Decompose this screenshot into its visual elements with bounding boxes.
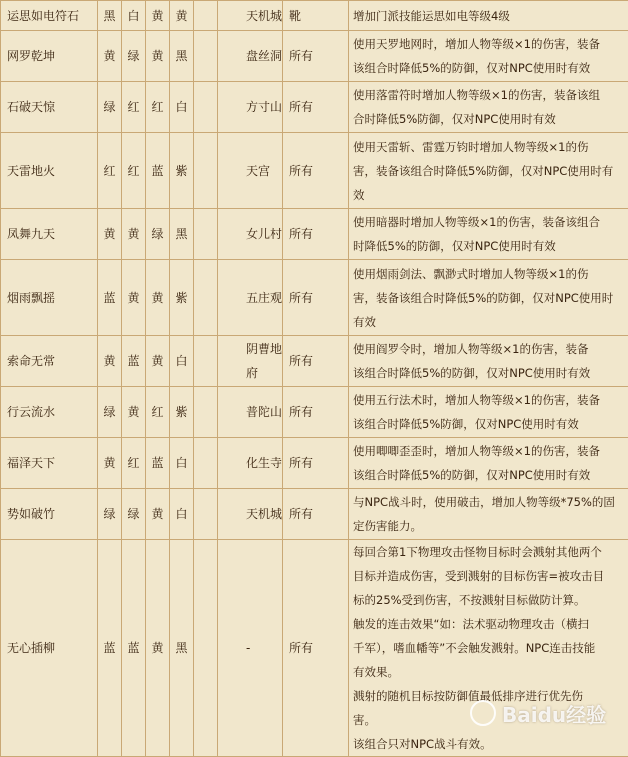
description-line: 有效	[353, 310, 624, 334]
stone-name: 凤舞九天	[1, 209, 98, 260]
description-line: 触发的连击效果“如：法术驱动物理攻击（横扫	[353, 612, 624, 636]
description	[349, 31, 628, 82]
description	[349, 133, 628, 209]
color-2: 红	[122, 82, 146, 133]
color-1: 绿	[98, 489, 122, 540]
stone-name: 网罗乾坤	[1, 31, 98, 82]
description-line: 合时降低5%防御，仅对NPC使用时有效	[353, 107, 624, 131]
color-4: 紫	[170, 260, 194, 336]
description-line: 使用天罗地网时，增加人物等级×1的伤害，装备	[353, 32, 624, 56]
empty-cell	[194, 260, 218, 336]
equip-slot: 所有	[283, 387, 349, 438]
stone-name: 烟雨飘摇	[1, 260, 98, 336]
color-2: 蓝	[122, 540, 146, 757]
color-3: 黄	[146, 31, 170, 82]
description-line: 增加门派技能运思如电等级4级	[353, 4, 624, 28]
color-3: 蓝	[146, 438, 170, 489]
equip-slot: 所有	[283, 260, 349, 336]
color-3: 黄	[146, 260, 170, 336]
description	[349, 336, 628, 387]
description-line: 使用落雷符时增加人物等级×1的伤害，装备该组	[353, 83, 624, 107]
color-4: 黑	[170, 31, 194, 82]
table-row	[1, 260, 628, 336]
equip-slot: 所有	[283, 82, 349, 133]
description	[349, 489, 628, 540]
color-3: 黄	[146, 540, 170, 757]
color-4: 紫	[170, 387, 194, 438]
location: 天宫	[218, 133, 283, 209]
description	[349, 438, 628, 489]
stone-name: 行云流水	[1, 387, 98, 438]
empty-cell	[194, 82, 218, 133]
color-1: 黑	[98, 1, 122, 31]
color-3: 红	[146, 82, 170, 133]
empty-cell	[194, 209, 218, 260]
stone-name: 势如破竹	[1, 489, 98, 540]
color-4: 黑	[170, 209, 194, 260]
color-3: 蓝	[146, 133, 170, 209]
description-line: 使用五行法术时，增加人物等级×1的伤害，装备	[353, 388, 624, 412]
color-1: 蓝	[98, 260, 122, 336]
description-line: 千军），嗜血幡等”不会触发溅射。NPC连击技能	[353, 636, 624, 660]
equip-slot: 所有	[283, 489, 349, 540]
color-1: 黄	[98, 336, 122, 387]
description-line: 时降低5%的防御，仅对NPC使用时有效	[353, 234, 624, 258]
color-4: 白	[170, 336, 194, 387]
empty-cell	[194, 31, 218, 82]
color-4: 白	[170, 82, 194, 133]
description-line: 使用唧唧歪歪时，增加人物等级×1的伤害，装备	[353, 439, 624, 463]
description-line: 标的25%受到伤害，不按溅射目标做防计算。	[353, 588, 624, 612]
table-row	[1, 387, 628, 438]
location: 盘丝洞	[218, 31, 283, 82]
color-2: 黄	[122, 260, 146, 336]
table-row	[1, 82, 628, 133]
location: 天机城	[218, 489, 283, 540]
location: 天机城	[218, 1, 283, 31]
description	[349, 260, 628, 336]
empty-cell	[194, 438, 218, 489]
description	[349, 209, 628, 260]
color-3: 黄	[146, 489, 170, 540]
equip-slot: 所有	[283, 133, 349, 209]
location: 女儿村	[218, 209, 283, 260]
table-row	[1, 1, 628, 31]
color-1: 绿	[98, 82, 122, 133]
color-2: 绿	[122, 489, 146, 540]
color-1: 蓝	[98, 540, 122, 757]
empty-cell	[194, 336, 218, 387]
description-line: 害，装备该组合时降低5%的防御，仅对NPC使用时	[353, 286, 624, 310]
equip-slot: 靴	[283, 1, 349, 31]
stone-name: 索命无常	[1, 336, 98, 387]
stone-name: 运思如电符石	[1, 1, 98, 31]
table-row	[1, 336, 628, 387]
table-row	[1, 133, 628, 209]
stone-name: 天雷地火	[1, 133, 98, 209]
color-1: 绿	[98, 387, 122, 438]
color-2: 白	[122, 1, 146, 31]
color-1: 黄	[98, 31, 122, 82]
table-row	[1, 438, 628, 489]
baidu-watermark	[470, 693, 620, 733]
location: 阴曹地府	[218, 336, 283, 387]
color-4: 黄	[170, 1, 194, 31]
empty-cell	[194, 1, 218, 31]
stone-name: 无心插柳	[1, 540, 98, 757]
empty-cell	[194, 387, 218, 438]
table-row	[1, 489, 628, 540]
description-line: 效	[353, 183, 624, 207]
description-line: 溅射的随机目标按防御值最低排序进行优先伤	[353, 684, 624, 708]
color-1: 黄	[98, 438, 122, 489]
description-line: 使用天雷斩、雷霆万钧时增加人物等级×1的伤	[353, 135, 624, 159]
location: 五庄观	[218, 260, 283, 336]
color-4: 黑	[170, 540, 194, 757]
table-row	[1, 31, 628, 82]
equip-slot: 所有	[283, 336, 349, 387]
color-1: 黄	[98, 209, 122, 260]
description-line: 目标并造成伤害，受到溅射的目标伤害=被攻击目	[353, 564, 624, 588]
description-line: 每回合第1下物理攻击怪物目标时会溅射其他两个	[353, 540, 624, 564]
empty-cell	[194, 133, 218, 209]
empty-cell	[194, 489, 218, 540]
watermark-text: Baidu经验	[502, 699, 606, 728]
color-2: 黄	[122, 387, 146, 438]
empty-cell	[194, 540, 218, 757]
equip-slot: 所有	[283, 209, 349, 260]
description	[349, 82, 628, 133]
color-2: 红	[122, 438, 146, 489]
color-4: 紫	[170, 133, 194, 209]
stone-name: 福泽天下	[1, 438, 98, 489]
location: 方寸山	[218, 82, 283, 133]
color-2: 黄	[122, 209, 146, 260]
color-4: 白	[170, 489, 194, 540]
color-4: 白	[170, 438, 194, 489]
description-line: 该组合只对NPC战斗有效。	[353, 732, 624, 756]
description-line: 使用暗器时增加人物等级×1的伤害，装备该组合	[353, 210, 624, 234]
color-2: 红	[122, 133, 146, 209]
description-line: 使用烟雨剑法、飘渺式时增加人物等级×1的伤	[353, 262, 624, 286]
location: -	[218, 540, 283, 757]
color-1: 红	[98, 133, 122, 209]
equip-slot: 所有	[283, 540, 349, 757]
baidu-paw-icon	[470, 700, 496, 726]
color-3: 绿	[146, 209, 170, 260]
description-line: 害。	[353, 708, 624, 732]
description-line: 该组合时降低5%防御，仅对NPC使用时有效	[353, 412, 624, 436]
description-line: 使用阎罗令时，增加人物等级×1的伤害，装备	[353, 337, 624, 361]
description-line: 定伤害能力。	[353, 514, 624, 538]
equip-slot: 所有	[283, 31, 349, 82]
color-3: 黄	[146, 1, 170, 31]
location: 化生寺	[218, 438, 283, 489]
description-line: 该组合时降低5%的防御，仅对NPC使用时有效	[353, 56, 624, 80]
color-2: 蓝	[122, 336, 146, 387]
color-3: 黄	[146, 336, 170, 387]
stone-name: 石破天惊	[1, 82, 98, 133]
color-2: 绿	[122, 31, 146, 82]
location: 普陀山	[218, 387, 283, 438]
description-line: 害，装备该组合时降低5%防御，仅对NPC使用时有	[353, 159, 624, 183]
description-line: 该组合时降低5%的防御，仅对NPC使用时有效	[353, 463, 624, 487]
description	[349, 387, 628, 438]
table-row	[1, 209, 628, 260]
description-line: 该组合时降低5%的防御，仅对NPC使用时有效	[353, 361, 624, 385]
description	[349, 1, 628, 31]
equip-slot: 所有	[283, 438, 349, 489]
color-3: 红	[146, 387, 170, 438]
description-line: 与NPC战斗时，使用破击，增加人物等级*75%的固	[353, 490, 624, 514]
description-line: 有效果。	[353, 660, 624, 684]
